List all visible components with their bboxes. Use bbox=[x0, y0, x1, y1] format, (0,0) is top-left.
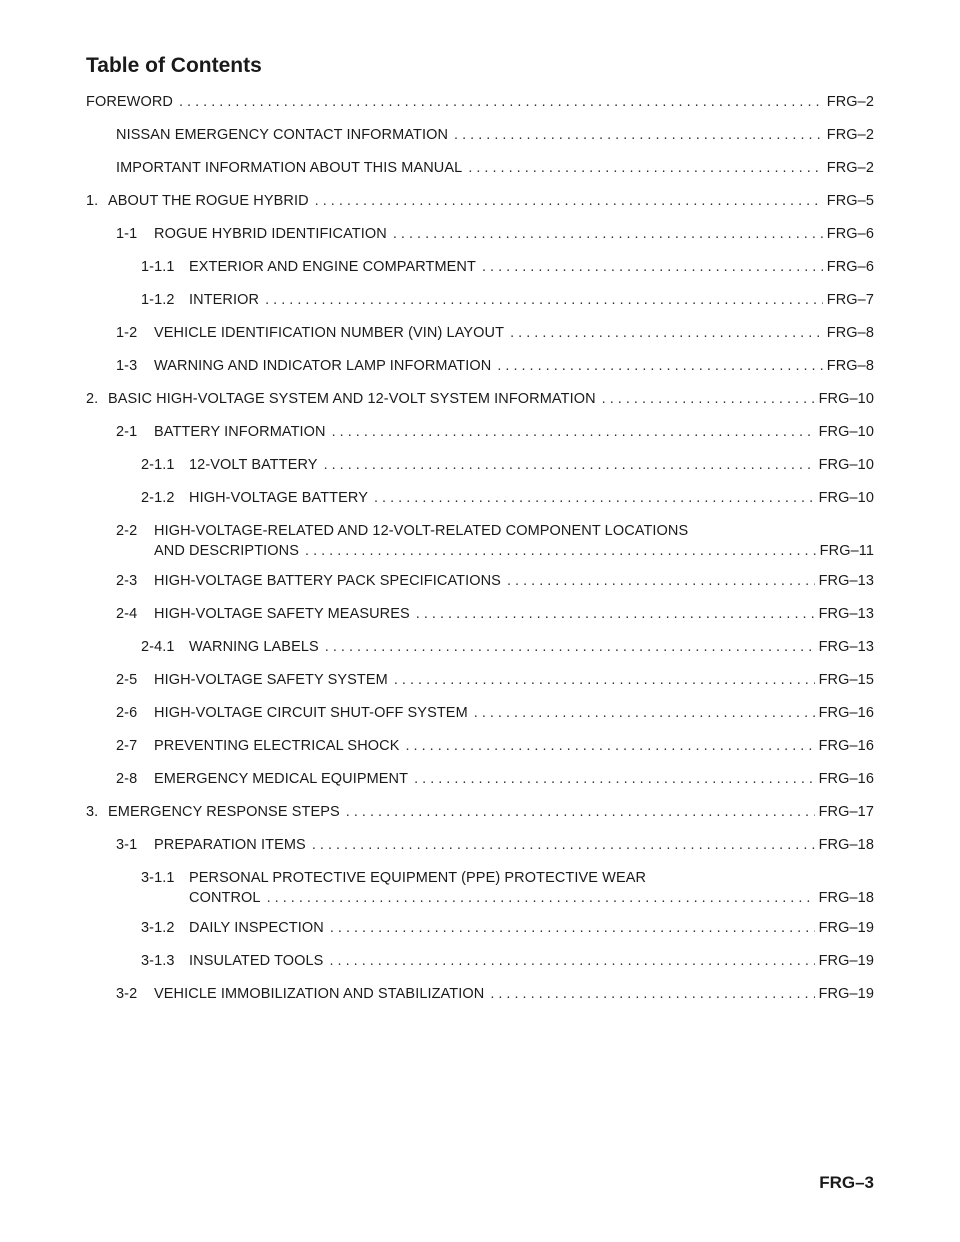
toc-entry bbox=[86, 455, 874, 488]
toc-entry bbox=[86, 422, 874, 455]
toc-leader-dots bbox=[332, 422, 815, 442]
toc-entry-number: 2-2 bbox=[116, 523, 138, 539]
toc-entry-title: VEHICLE IDENTIFICATION NUMBER (VIN) LAYOUT bbox=[154, 325, 505, 341]
toc-leader-dots bbox=[490, 984, 814, 1004]
toc-entry bbox=[86, 736, 874, 769]
toc-leader-dots bbox=[179, 92, 823, 112]
toc-entry-number: 1-3 bbox=[116, 358, 138, 374]
toc-leader-dots bbox=[305, 541, 816, 561]
toc-entry-title: EMERGENCY MEDICAL EQUIPMENT bbox=[154, 771, 409, 787]
toc-entry-title-continued: CONTROL bbox=[189, 890, 261, 906]
toc-entry-page: FRG–16 bbox=[818, 738, 874, 754]
toc-entry-title: DAILY INSPECTION bbox=[189, 920, 324, 936]
toc-entry bbox=[86, 389, 874, 422]
toc-entry bbox=[86, 868, 874, 918]
toc-entry-page: FRG–13 bbox=[818, 606, 874, 622]
toc-entry-title: NISSAN EMERGENCY CONTACT INFORMATION bbox=[116, 127, 449, 143]
toc-entry bbox=[86, 835, 874, 868]
toc-entry-title: BATTERY INFORMATION bbox=[154, 424, 326, 440]
toc-leader-dots bbox=[510, 323, 823, 343]
toc-leader-dots bbox=[329, 951, 814, 971]
toc-entry-number: 2-4.1 bbox=[141, 639, 175, 655]
toc-entry-page: FRG–18 bbox=[818, 837, 874, 853]
toc-leader-dots bbox=[267, 888, 815, 908]
toc-leader-dots bbox=[315, 191, 823, 211]
toc-entry-number: 1-1.1 bbox=[141, 259, 175, 275]
toc-entry-title: HIGH-VOLTAGE SAFETY SYSTEM bbox=[154, 672, 388, 688]
toc-entry-number: 2-1.1 bbox=[141, 457, 175, 473]
toc-entry-page: FRG–16 bbox=[818, 705, 874, 721]
toc-entry-page: FRG–7 bbox=[826, 292, 874, 308]
toc-entry-title: INTERIOR bbox=[189, 292, 260, 308]
toc-leader-dots bbox=[330, 918, 815, 938]
toc-entry-title: EMERGENCY RESPONSE STEPS bbox=[108, 804, 340, 820]
page-title: Table of Contents bbox=[86, 54, 262, 77]
toc-entry-title: HIGH-VOLTAGE SAFETY MEASURES bbox=[154, 606, 410, 622]
toc-entry-page: FRG–11 bbox=[819, 543, 874, 559]
toc-entry bbox=[86, 951, 874, 984]
toc-entry bbox=[86, 604, 874, 637]
toc-entry-number: 3-1.2 bbox=[141, 920, 175, 936]
toc-leader-dots bbox=[507, 571, 815, 591]
toc-entry-number: 1-2 bbox=[116, 325, 138, 341]
toc-entry-title: INSULATED TOOLS bbox=[189, 953, 324, 969]
toc-entry-page: FRG–19 bbox=[818, 953, 874, 969]
toc-entry-number: 2-3 bbox=[116, 573, 138, 589]
toc-entry bbox=[86, 191, 874, 224]
toc-entry-number: 3-1.3 bbox=[141, 953, 175, 969]
toc-entry-title: PREVENTING ELECTRICAL SHOCK bbox=[154, 738, 400, 754]
toc-entry bbox=[86, 521, 874, 571]
toc-entry bbox=[86, 224, 874, 257]
toc-entry-page: FRG–19 bbox=[818, 986, 874, 1002]
toc-entry-number: 2-6 bbox=[116, 705, 138, 721]
toc-entry-page: FRG–10 bbox=[818, 457, 874, 473]
toc-entry-page: FRG–13 bbox=[818, 573, 874, 589]
toc-entry-title: HIGH-VOLTAGE BATTERY PACK SPECIFICATIONS bbox=[154, 573, 501, 589]
toc-entry bbox=[86, 488, 874, 521]
toc-entry-page: FRG–10 bbox=[818, 424, 874, 440]
toc-entry-page: FRG–15 bbox=[818, 672, 874, 688]
toc-entry bbox=[86, 257, 874, 290]
toc-entry-page: FRG–8 bbox=[826, 358, 874, 374]
toc-leader-dots bbox=[265, 290, 823, 310]
toc-entry bbox=[86, 571, 874, 604]
toc-leader-dots bbox=[324, 455, 815, 475]
toc-entry bbox=[86, 802, 874, 835]
toc-entry-title: WARNING LABELS bbox=[189, 639, 319, 655]
toc-entry-number: 2-8 bbox=[116, 771, 138, 787]
toc-entry-page: FRG–10 bbox=[818, 490, 874, 506]
toc-entry-title: HIGH-VOLTAGE CIRCUIT SHUT-OFF SYSTEM bbox=[154, 705, 468, 721]
toc-entry-page: FRG–8 bbox=[826, 325, 874, 341]
toc-entry-page: FRG–10 bbox=[818, 391, 874, 407]
toc-leader-dots bbox=[406, 736, 815, 756]
toc-entry-title: PREPARATION ITEMS bbox=[154, 837, 306, 853]
toc-entry-title: ROGUE HYBRID IDENTIFICATION bbox=[154, 226, 387, 242]
toc-entry-title: PERSONAL PROTECTIVE EQUIPMENT (PPE) PROTECTIVE WEAR bbox=[189, 870, 647, 886]
toc-entry-title: WARNING AND INDICATOR LAMP INFORMATION bbox=[154, 358, 492, 374]
toc-entry-page: FRG–2 bbox=[826, 94, 874, 110]
toc-leader-dots bbox=[414, 769, 815, 789]
toc-entry bbox=[86, 918, 874, 951]
toc-entry bbox=[86, 125, 874, 158]
toc-entry bbox=[86, 637, 874, 670]
toc-entry-number: 1. bbox=[86, 193, 99, 209]
toc-entry-title: 12-VOLT BATTERY bbox=[189, 457, 318, 473]
toc-leader-dots bbox=[393, 224, 823, 244]
toc-entry-title: BASIC HIGH-VOLTAGE SYSTEM AND 12-VOLT SYSTEM INFORMATION bbox=[108, 391, 596, 407]
toc-entry bbox=[86, 290, 874, 323]
toc-leader-dots bbox=[602, 389, 815, 409]
toc-entry-title: HIGH-VOLTAGE-RELATED AND 12-VOLT-RELATED COMPONENT LOCATIONS bbox=[154, 523, 689, 539]
toc-entry-title: FOREWORD bbox=[86, 94, 173, 110]
toc-entry-page: FRG–19 bbox=[818, 920, 874, 936]
toc-entry bbox=[86, 703, 874, 736]
toc-leader-dots bbox=[454, 125, 823, 145]
toc-entry bbox=[86, 984, 874, 1017]
toc-entry-title: VEHICLE IMMOBILIZATION AND STABILIZATION bbox=[154, 986, 485, 1002]
toc-entry-page: FRG–13 bbox=[818, 639, 874, 655]
toc-entry-number: 3. bbox=[86, 804, 99, 820]
toc-entry-title: HIGH-VOLTAGE BATTERY bbox=[189, 490, 368, 506]
toc-entry-number: 2-7 bbox=[116, 738, 138, 754]
toc-entry-number: 3-1.1 bbox=[141, 870, 175, 886]
toc-leader-dots bbox=[482, 257, 823, 277]
toc-entry-title: ABOUT THE ROGUE HYBRID bbox=[108, 193, 309, 209]
toc-entry-page: FRG–2 bbox=[826, 160, 874, 176]
toc-entry bbox=[86, 769, 874, 802]
page-number: FRG–3 bbox=[819, 1173, 874, 1192]
toc-entry-title: IMPORTANT INFORMATION ABOUT THIS MANUAL bbox=[116, 160, 463, 176]
toc-entry bbox=[86, 92, 874, 125]
toc-entry-number: 3-1 bbox=[116, 837, 138, 853]
toc-entry-page: FRG–2 bbox=[826, 127, 874, 143]
toc-entry bbox=[86, 670, 874, 703]
toc-leader-dots bbox=[497, 356, 822, 376]
toc-entry-number: 1-1 bbox=[116, 226, 138, 242]
toc-leader-dots bbox=[325, 637, 815, 657]
toc-leader-dots bbox=[346, 802, 815, 822]
toc-entry-page: FRG–17 bbox=[818, 804, 874, 820]
toc-entry-title-continued: AND DESCRIPTIONS bbox=[154, 543, 300, 559]
toc-leader-dots bbox=[312, 835, 815, 855]
toc-entry-page: FRG–5 bbox=[826, 193, 874, 209]
toc-entry-page: FRG–18 bbox=[818, 890, 874, 906]
toc-entry-title: EXTERIOR AND ENGINE COMPARTMENT bbox=[189, 259, 476, 275]
toc-entry-number: 2. bbox=[86, 391, 99, 407]
toc-entry-number: 2-4 bbox=[116, 606, 138, 622]
toc-leader-dots bbox=[374, 488, 815, 508]
toc-leader-dots bbox=[468, 158, 822, 178]
toc-entry-number: 1-1.2 bbox=[141, 292, 175, 308]
toc-entry-page: FRG–6 bbox=[826, 259, 874, 275]
toc-entry-number: 2-5 bbox=[116, 672, 138, 688]
toc-entry bbox=[86, 323, 874, 356]
toc-leader-dots bbox=[394, 670, 815, 690]
toc-entry-number: 2-1.2 bbox=[141, 490, 175, 506]
toc-leader-dots bbox=[416, 604, 815, 624]
toc-leader-dots bbox=[474, 703, 815, 723]
toc-entry-page: FRG–6 bbox=[826, 226, 874, 242]
table-of-contents bbox=[86, 92, 874, 1017]
toc-entry-number: 2-1 bbox=[116, 424, 138, 440]
toc-entry bbox=[86, 356, 874, 389]
toc-entry-page: FRG–16 bbox=[818, 771, 874, 787]
toc-entry-number: 3-2 bbox=[116, 986, 138, 1002]
toc-entry bbox=[86, 158, 874, 191]
